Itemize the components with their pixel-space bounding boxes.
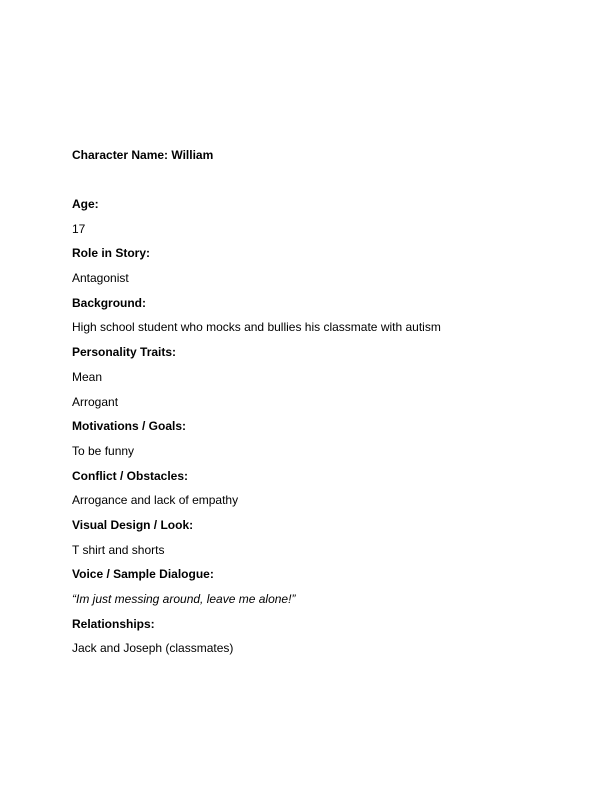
background-label: Background:: [72, 296, 147, 310]
conflict-value: Arrogance and lack of empathy: [72, 493, 239, 507]
voice-dialogue-value: “Im just messing around, leave me alone!”: [72, 592, 296, 606]
age-label: Age:: [72, 197, 99, 211]
personality-traits-label: Personality Traits:: [72, 345, 177, 359]
age-value: 17: [72, 222, 86, 236]
relationships-label: Relationships:: [72, 617, 155, 631]
personality-trait-item: Arrogant: [72, 395, 119, 409]
background-value: High school student who mocks and bullies his classmate with autism: [72, 320, 441, 334]
role-value: Antagonist: [72, 271, 129, 285]
character-name-heading: Character Name: William: [72, 148, 214, 162]
conflict-label: Conflict / Obstacles:: [72, 469, 189, 483]
role-label: Role in Story:: [72, 246, 151, 260]
voice-dialogue-label: Voice / Sample Dialogue:: [72, 567, 214, 581]
visual-design-value: T shirt and shorts: [72, 543, 165, 557]
relationships-value: Jack and Joseph (classmates): [72, 641, 234, 655]
visual-design-label: Visual Design / Look:: [72, 518, 194, 532]
motivations-label: Motivations / Goals:: [72, 419, 187, 433]
personality-trait-item: Mean: [72, 370, 103, 384]
motivations-value: To be funny: [72, 444, 135, 458]
